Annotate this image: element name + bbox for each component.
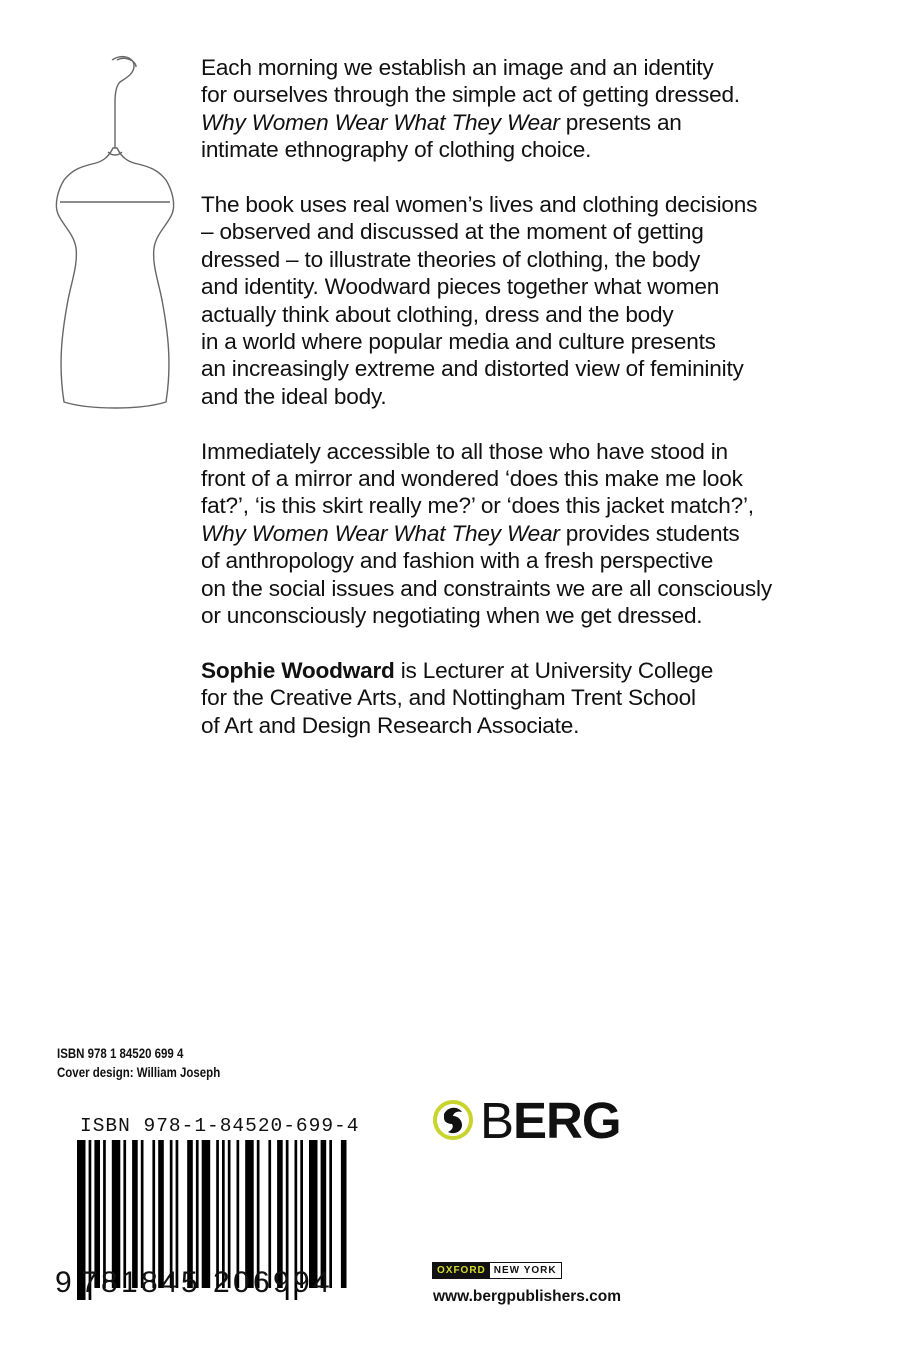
blurb-line: dressed – to illustrate theories of clothing, the body [201,246,701,272]
blurb-line: actually think about clothing, dress and the body [201,301,674,327]
blurb-line: of Art and Design Research Associate. [201,712,580,738]
barcode-digit: 6 [253,1266,270,1299]
blurb-line: fat?’, ‘is this skirt really me?’ or ‘does this jacket match?’, [201,493,754,519]
cover-design-credit: Cover design: William Joseph [57,1064,221,1080]
barcode-digits [55,1265,355,1309]
blurb-line: front of a mirror and wondered ‘does this make me look [201,466,743,492]
blurb-line: intimate ethnography of clothing choice. [201,137,592,163]
barcode-digit: 5 [181,1266,198,1299]
blurb-line: an increasingly extreme and distorted view of femininity [201,356,744,382]
dress-form-hanger-icon [50,52,180,417]
barcode-digit: 7 [81,1266,98,1299]
publisher-cities [432,1262,562,1279]
blurb-line: Sophie Woodward is Lecturer at University College [201,657,714,683]
book-title: Why Women Wear What They Wear [201,520,560,546]
blurb-line: in a world where popular media and culture presents [201,329,716,355]
blurb-line: – observed and discussed at the moment of getting [201,219,704,245]
author-name: Sophie Woodward [201,657,395,683]
barcode-digit: 4 [161,1266,178,1299]
blurb-line: or unconsciously negotiating when we get dressed. [201,603,703,629]
blurb-paragraph-intro [201,54,841,164]
blurb-line: for ourselves through the simple act of getting dressed. [201,82,740,108]
blurb-line: Why Women Wear What They Wear provides students [201,520,740,546]
barcode-digit: 9 [55,1266,72,1299]
blurb-paragraph-description [201,191,841,410]
author-bio [201,657,841,739]
credits-block [57,1044,220,1082]
barcode-digit: 4 [313,1266,330,1299]
publisher-website[interactable]: www.bergpublishers.com [433,1288,622,1305]
barcode-digit: 1 [121,1266,138,1299]
blurb-line: The book uses real women’s lives and clothing decisions [201,192,758,218]
book-title: Why Women Wear What They Wear [201,109,560,135]
city-new-york: NEW YORK [490,1263,561,1278]
blurb-paragraph-audience [201,438,841,630]
barcode [55,1110,360,1306]
blurb-line: Each morning we establish an image and an identity [201,55,714,80]
back-cover-blurb [201,54,841,767]
publisher-logo-text: BERG [480,1092,621,1149]
blurb-line: and identity. Woodward pieces together what women [201,274,720,300]
barcode-digit: 8 [101,1266,118,1299]
blurb-line: for the Creative Arts, and Nottingham Trent School [201,685,696,711]
city-oxford: OXFORD [433,1263,490,1278]
blurb-line: of anthropology and fashion with a fresh perspective [201,548,714,574]
isbn-text: ISBN 978 1 84520 699 4 [57,1045,184,1061]
barcode-digit: 2 [213,1266,230,1299]
barcode-digit: 8 [141,1266,158,1299]
blurb-line: on the social issues and constraints we are all consciously [201,575,772,601]
barcode-digit: 9 [293,1266,310,1299]
barcode-digit: 0 [233,1266,250,1299]
blurb-line: and the ideal body. [201,383,387,409]
blurb-line: Why Women Wear What They Wear presents an [201,109,682,135]
blurb-line: Immediately accessible to all those who have stood in [201,438,728,464]
barcode-isbn-label: ISBN 978-1-84520-699-4 [80,1115,360,1137]
barcode-digit: 9 [273,1266,290,1299]
